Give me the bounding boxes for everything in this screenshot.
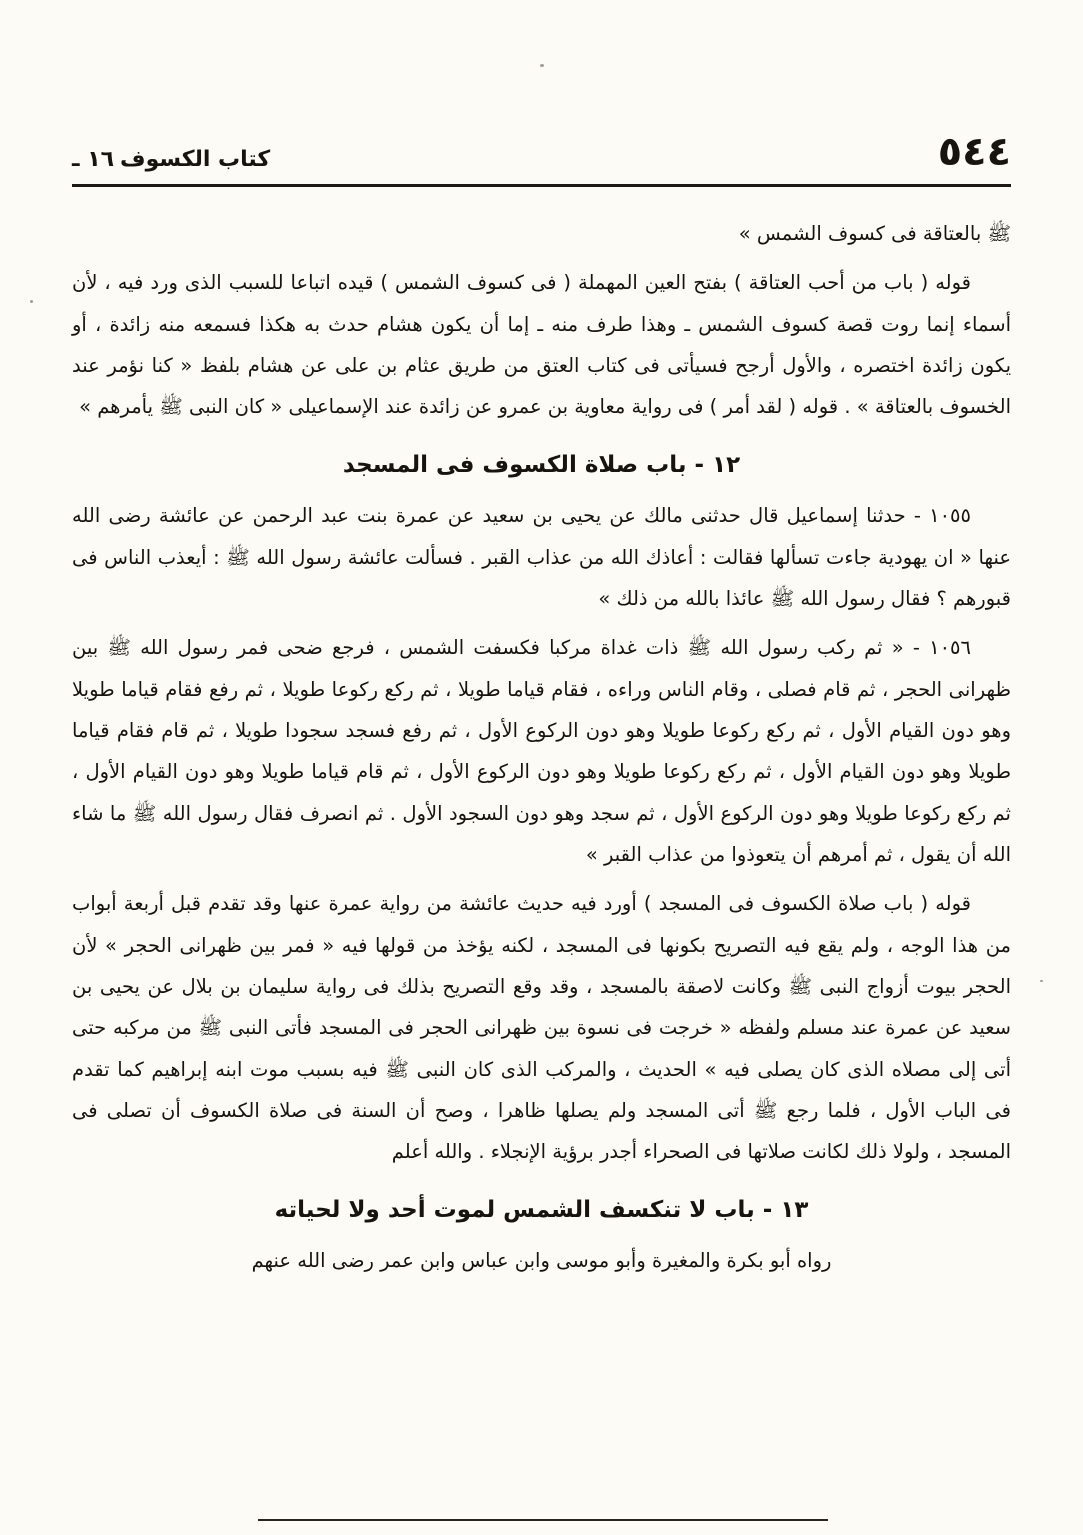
chapter-heading <box>72 147 270 172</box>
scan-speck <box>30 300 33 303</box>
continuation-line: ﷺ بالعتاقة فى كسوف الشمس » <box>738 222 1011 245</box>
page-body <box>72 213 1011 1282</box>
scan-speck <box>540 64 544 67</box>
commentary-paragraph-kusuf: قوله ( باب صلاة الكسوف فى المسجد ) أورد فيه حديث عائشة من رواية عمرة عنها وقد تقدم قبل أربعة أبواب من هذا الوجه ، ولم يقع فيه التصريح بكونها فى المسجد ، لكنه يؤخذ من قولها فيه « فمر بين ظهرانى الحجر » لأن الحجر بيوت أزواج النبى ﷺ وكانت لاصقة بالمسجد ، وقد وقع التصريح بذلك فى رواية سليمان بن بلال عن يحيى بن سعيد عن عمرة عند مسلم ولفظه « خرجت فى نسوة بين ظهرانى الحجر فى المسجد فأتى النبى ﷺ من مركبه حتى أتى إلى مصلاه الذى كان يصلى فيه » الحديث ، والمركب الذى كان النبى ﷺ فيه بسبب موت ابنه إبراهيم كما تقدم فى الباب الأول ، فلما رجع ﷺ أتى المسجد ولم يصلها ظاهرا ، وصح أن السنة فى صلاة الكسوف أن تصلى فى المسجد ، ولولا ذلك لكانت صلاتها فى الصحراء أجدر برؤية الإنجلاء . والله أعلم <box>72 892 1011 1164</box>
chapter-number: ١٦ ـ <box>72 147 115 172</box>
page-header <box>72 0 1011 175</box>
section-heading-13: ١٣ - باب لا تنكسف الشمس لموت أحد ولا لحياته <box>274 1196 809 1223</box>
header-divider <box>72 184 1011 187</box>
chapter-title: كتاب الكسوف <box>120 147 271 172</box>
hadith-1056: ١٠٥٦ - « ثم ركب رسول الله ﷺ ذات غداة مركبا فكسفت الشمس ، فرجع ضحى فمر رسول الله ﷺ بين ظهرانى الحجر ، ثم قام فصلى ، وقام الناس وراءه ، فقام قياما طويلا ، ثم ركع ركوعا طويلا ، ثم رفع فقام قياما طويلا وهو دون القيام الأول ، ثم ركع ركوعا طويلا وهو دون الركوع الأول ، ثم رفع فسجد سجودا طويلا ، ثم قام فقام قياما طويلا وهو دون القيام الأول ، ثم ركع ركوعا طويلا وهو دون الركوع الأول ، ثم قام قياما طويلا وهو دون القيام الأول ، ثم ركع ركوعا طويلا وهو دون الركوع الأول ، ثم سجد وهو دون السجود الأول . ثم انصرف فقال رسول الله ﷺ ما شاء الله أن يقول ، ثم أمرهم أن يتعوذوا من عذاب القبر » <box>72 636 1011 866</box>
commentary-paragraph-ataqah: قوله ( باب من أحب العتاقة ) بفتح العين المهملة ( فى كسوف الشمس ) قيده اتباعا للسبب الذى ورد فيه ، لأن أسماء إنما روت قصة كسوف الشمس ـ وهذا طرف منه ـ إما أن يكون هشام حدث به هكذا فسمعه منه زائدة ، أو يكون زائدة اختصره ، والأول أرجح فسيأتى فى كتاب العتق من طريق عثام بن على عن هشام بلفظ « كنا نؤمر عند الخسوف بالعتاقة » . قوله ( لقد أمر ) فى رواية معاوية بن عمرو عن زائدة عند الإسماعيلى « كان النبى ﷺ يأمرهم » <box>72 271 1011 419</box>
hadith-1055: ١٠٥٥ - حدثنا إسماعيل قال حدثنى مالك عن يحيى بن سعيد عن عمرة بنت عبد الرحمن عن عائشة رضى الله عنها « ان يهودية جاءت تسألها فقالت : أعاذك الله من عذاب القبر . فسألت عائشة رسول الله ﷺ : أيعذب الناس فى قبورهم ؟ فقال رسول الله ﷺ عائذا بالله من ذلك » <box>72 504 1011 610</box>
section-heading-12: ١٢ - باب صلاة الكسوف فى المسجد <box>342 451 741 478</box>
narrators-line: رواه أبو بكرة والمغيرة وأبو موسى وابن عباس وابن عمر رضى الله عنهم <box>251 1249 832 1273</box>
page-number: ٥٤٤ <box>937 129 1011 175</box>
scan-speck <box>1040 980 1043 982</box>
footer-divider <box>258 1519 828 1521</box>
